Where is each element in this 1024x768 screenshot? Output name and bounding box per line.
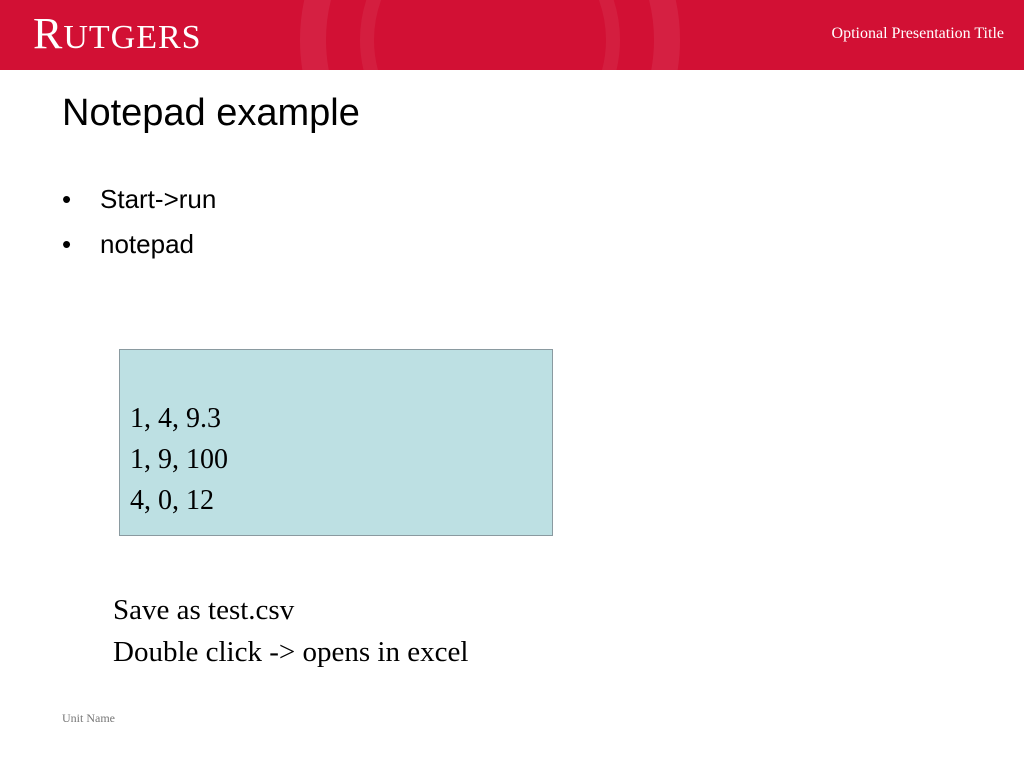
seal-watermark-inner: [360, 0, 620, 70]
csv-line: 1, 9, 100: [130, 444, 228, 475]
rutgers-logo: RUTGERS: [33, 9, 202, 58]
bullet-item: [62, 177, 216, 222]
bullet-text: notepad: [100, 229, 194, 259]
presentation-title: Optional Presentation Title: [831, 25, 1004, 42]
bullet-list: [62, 177, 216, 267]
bullet-text: Start->run: [100, 184, 217, 214]
bullet-dot-icon: •: [62, 184, 72, 214]
header-banner: [0, 0, 1024, 70]
csv-line: 1, 4, 9.3: [130, 403, 221, 434]
footer-unit-name: Unit Name: [62, 711, 115, 725]
instruction-notes: [113, 589, 468, 673]
slide-title: Notepad example: [62, 92, 360, 134]
bullet-dot-icon: •: [62, 229, 72, 259]
note-line: Save as test.csv: [113, 594, 295, 626]
notepad-content-box: [119, 349, 553, 536]
bullet-item: [62, 222, 216, 267]
csv-lines: [130, 398, 228, 521]
note-line: Double click -> opens in excel: [113, 636, 469, 668]
csv-line: 4, 0, 12: [130, 485, 214, 516]
